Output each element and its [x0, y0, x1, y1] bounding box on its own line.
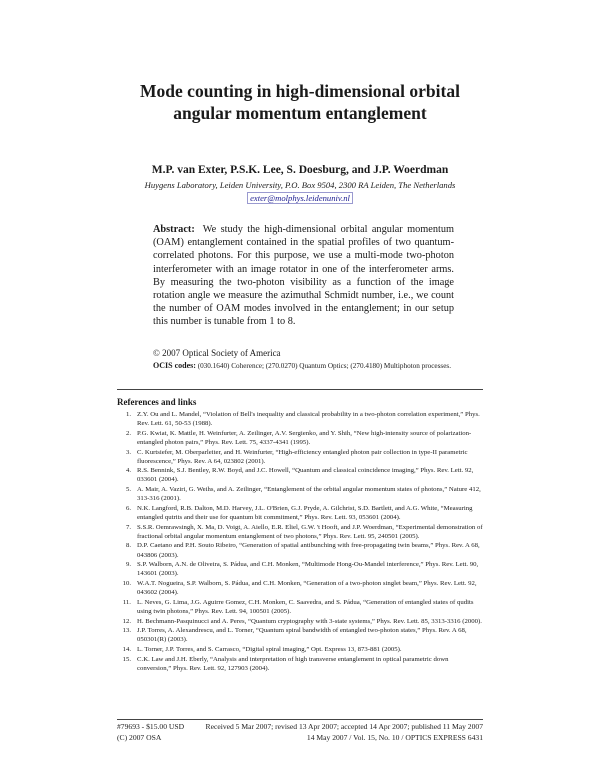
reference-item [117, 645, 483, 654]
reference-text: H. Bechmann-Pasquinucci and A. Peres, “Quantum cryptography with 3-state systems,” Phys. Rev. Lett. 85, 3313-3316 (2000). [137, 617, 482, 625]
reference-number: 7. [125, 523, 131, 531]
reference-text: N.K. Langford, R.B. Dalton, M.D. Harvey, J.L. O'Brien, G.J. Pryde, A. Gilchrist, S.D. Bartlett, and A.G. White, “Measuring entangled qutrits and their use for quantum bit commitment,” Phys. Rev. Lett. 93, 053601 (2004). [137, 504, 473, 521]
reference-number: 10. [122, 580, 131, 588]
reference-item [117, 466, 483, 484]
reference-item [117, 448, 483, 466]
ocis-text: (030.1640) Coherence; (270.0270) Quantum Optics; (270.4180) Multiphoton processes. [197, 362, 452, 370]
reference-item [117, 541, 483, 559]
reference-number: 1. [125, 411, 131, 418]
divider-bottom [117, 719, 483, 720]
reference-text: C.K. Law and J.H. Eberly, “Analysis and interpretation of high transverse entanglement in optical parametric down conversion,” Phys. Rev. Lett. 92, 127903 (2004). [137, 655, 449, 672]
reference-item [117, 579, 483, 597]
paper-title: Mode counting in high-dimensional orbital angular momentum entanglement [140, 81, 460, 123]
article-id: #79693 - $15.00 USD [117, 722, 185, 731]
reference-text: P.G. Kwiat, K. Mattle, H. Weinfurter, A. Zeilinger, A.V. Sergienko, and Y. Shih, “New high-intensity source of polarization-entangled photon pairs,” Phys. Rev. Lett. 75, 4337-4341 (1995). [137, 429, 472, 446]
reference-number: 6. [125, 504, 131, 512]
reference-text: S.S.R. Oemrawsingh, X. Ma, D. Voigt, A. Aiello, E.R. Eliel, G.W. 't Hooft, and J.P. Woerdman, “Experimental demonstration of fractional orbital angular momentum entanglement of two photons,” Phys. Rev. Lett. 95, 240501 (2005). [137, 523, 483, 540]
copyright-notice: © 2007 Optical Society of America [153, 348, 281, 358]
reference-text: A. Mair, A. Vaziri, G. Weihs, and A. Zeilinger, “Entanglement of the orbital angular momentum states of photons,” Nature 412, 313-316 (2001). [137, 486, 481, 503]
reference-number: 12. [122, 617, 131, 625]
reference-number: 13. [122, 627, 131, 635]
reference-item [117, 626, 483, 644]
reference-number: 3. [125, 448, 131, 456]
authors: M.P. van Exter, P.S.K. Lee, S. Doesburg, and J.P. Woerdman [151, 164, 449, 176]
reference-text: J.P. Torres, A. Alexandrescu, and L. Torner, “Quantum spiral bandwidth of entangled two-photon states,” Phys. Rev. A 68, 050301(R) (2003). [137, 627, 467, 644]
email-line [60, 193, 540, 203]
reference-item [117, 655, 483, 673]
ocis-label: OCIS codes: [153, 361, 196, 370]
osa-copyright: (C) 2007 OSA [117, 733, 162, 742]
reference-number: 14. [122, 646, 131, 654]
reference-number: 5. [125, 486, 131, 494]
reference-number: 9. [125, 561, 131, 569]
reference-text: C. Kurtsiefer, M. Oberparleiter, and H. Weinfurter, “High-efficiency entangled photon pair collection in type-II parametric fluorescence,” Phys. Rev. A 64, 023802 (2001). [137, 448, 468, 465]
abstract-text: We study the high-dimensional orbital angular momentum (OAM) entanglement contained in the spatial profiles of two quantum-correlated photons. For this purpose, we use a multi-mode two-photon interferometer with an image rotator in one of the interferometer arms. By measuring the two-photon visibility as a function of the image rotation angle we measure the azimuthal Schmidt number, i.e., we count the number of OAM modes involved in the entanglement; in our setup this number is tunable from 1 to 8. [153, 224, 454, 328]
reference-item [117, 617, 483, 626]
reference-item [117, 523, 483, 541]
reference-number: 4. [125, 467, 131, 475]
reference-item [117, 410, 483, 428]
received-dates: Received 5 Mar 2007; revised 13 Apr 2007; accepted 14 Apr 2007; published 11 May 2007 [205, 722, 483, 731]
reference-text: R.S. Bennink, S.J. Bentley, R.W. Boyd, and J.C. Howell, “Quantum and classical coincidence imaging,” Phys. Rev. Lett. 92, 033601 (2004). [137, 467, 474, 484]
reference-text: Z.Y. Ou and L. Mandel, “Violation of Bell's inequality and classical probability in a two-photon correlation experiment,” Phys. Rev. Lett. 61, 50-53 (1988). [137, 411, 480, 428]
ocis-codes [153, 361, 454, 371]
divider-top [117, 389, 483, 390]
reference-number: 15. [122, 655, 131, 663]
email-link[interactable]: exter@molphys.leidenuniv.nl [247, 192, 353, 204]
reference-number: 11. [122, 598, 131, 606]
references-heading: References and links [117, 397, 197, 407]
journal-info: 14 May 2007 / Vol. 15, No. 10 / OPTICS EXPRESS 6431 [306, 733, 483, 742]
reference-item [117, 429, 483, 447]
reference-text: L. Neves, G. Lima, J.G. Aguirre Gomez, C.H. Monken, C. Saavedra, and S. Pádua, “Generation of entangled states of qudits using twin photons,” Phys. Rev. Lett. 94, 100501 (2005). [137, 598, 474, 615]
abstract [153, 223, 454, 329]
reference-number: 8. [125, 542, 131, 550]
affiliation: Huygens Laboratory, Leiden University, P.O. Box 9504, 2300 RA Leiden, The Netherlands [144, 180, 456, 190]
reference-text: D.P. Caetano and P.H. Souto Ribeiro, “Generation of spatial antibunching with free-propagating twin beams,” Phys. Rev. A 68, 043806 (2003). [137, 542, 480, 559]
reference-item [117, 560, 483, 578]
references-list [117, 410, 483, 674]
reference-number: 2. [125, 429, 131, 437]
reference-item [117, 485, 483, 503]
reference-text: W.A.T. Nogueira, S.P. Walborn, S. Pádua, and C.H. Monken, “Generation of a two-photon singlet beam,” Phys. Rev. Lett. 92, 043602 (2004). [137, 580, 477, 597]
abstract-label: Abstract: [153, 224, 195, 235]
reference-text: S.P. Walborn, A.N. de Oliveira, S. Pádua, and C.H. Monken, “Multimode Hong-Ou-Mandel interference,” Phys. Rev. Lett. 90, 143601 (2003). [137, 561, 479, 578]
reference-item [117, 504, 483, 522]
reference-text: L. Torner, J.P. Torres, and S. Carrasco, “Digital spiral imaging,” Opt. Express 13, 873-881 (2005). [137, 646, 402, 654]
reference-item [117, 598, 483, 616]
